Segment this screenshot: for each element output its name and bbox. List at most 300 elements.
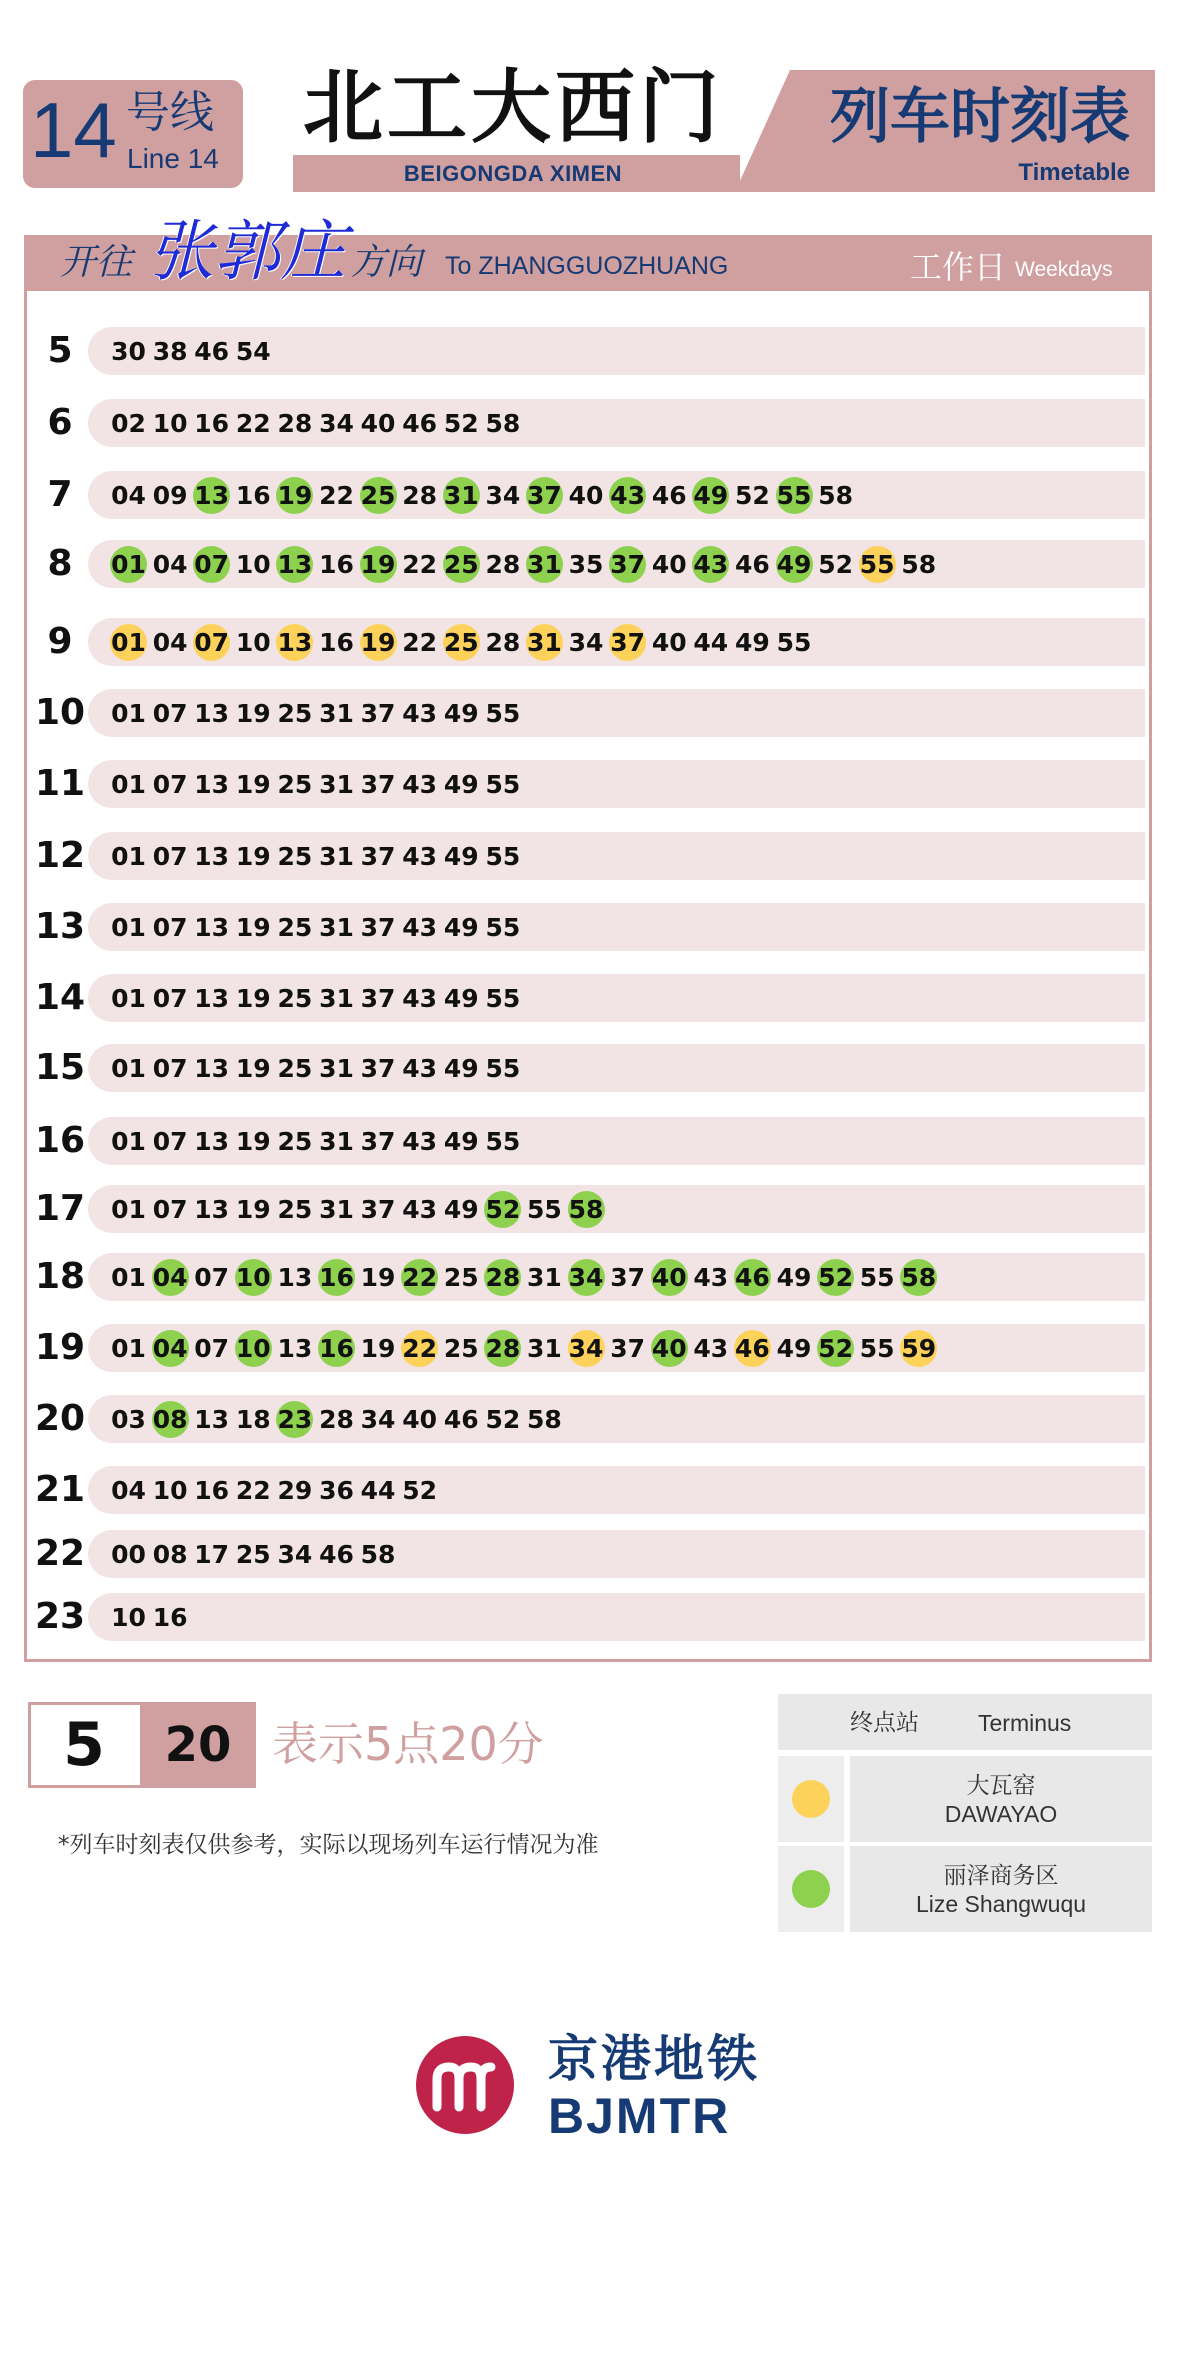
legend-dot-lize — [792, 1870, 830, 1908]
departure-minute: 01 — [111, 698, 146, 728]
departure-minute: 22 — [402, 549, 438, 579]
departure-minute: 03 — [111, 1404, 146, 1434]
departure-minute-dawayao: 59 — [900, 1330, 937, 1367]
station-name-en: BEIGONGDA XIMEN — [403, 161, 623, 186]
departure-minute-lize: 19 — [276, 477, 313, 514]
hour-row — [30, 398, 1145, 448]
departure-minute-lize: 23 — [276, 1401, 313, 1438]
departure-minute: 01 — [111, 769, 146, 799]
hour-label: 7 — [47, 474, 73, 515]
departure-minute: 58 — [485, 408, 521, 438]
departure-minute-lize: 28 — [484, 1259, 521, 1296]
departure-minute: 19 — [235, 1126, 271, 1156]
departure-minute: 19 — [235, 1194, 271, 1224]
departure-minute: 10 — [152, 408, 188, 438]
departure-minute-lize: 16 — [318, 1330, 355, 1367]
departure-minute: 34 — [485, 480, 521, 510]
departure-minute: 01 — [111, 912, 146, 942]
station-name-cn: 北工大西门 — [303, 61, 723, 154]
departure-minute: 38 — [152, 336, 188, 366]
departure-minute: 36 — [319, 1475, 354, 1505]
departure-minute: 34 — [319, 408, 354, 438]
departure-minute: 52 — [485, 1404, 521, 1434]
departure-minute: 55 — [485, 912, 521, 942]
departure-minute: 58 — [360, 1539, 396, 1569]
departure-minute: 04 — [111, 480, 146, 510]
departure-minute: 31 — [319, 1053, 354, 1083]
departure-minute: 25 — [277, 1194, 313, 1224]
departure-minute: 37 — [610, 1262, 646, 1292]
departure-minute: 04 — [152, 549, 188, 579]
departure-minute: 43 — [402, 1194, 438, 1224]
departure-minute: 31 — [319, 1126, 354, 1156]
departure-minute: 04 — [111, 1475, 146, 1505]
departure-minute: 07 — [152, 769, 188, 799]
departure-minute: 31 — [319, 841, 354, 871]
departure-minute: 31 — [527, 1262, 562, 1292]
departure-minute: 52 — [818, 549, 853, 579]
departure-minute: 52 — [443, 408, 479, 438]
departure-minute: 25 — [277, 841, 313, 871]
departure-minute: 07 — [152, 1194, 188, 1224]
bjmtr-logo-icon — [415, 2035, 515, 2135]
departure-minute: 10 — [235, 549, 271, 579]
legend-terminus-en: DAWAYAO — [944, 1801, 1058, 1827]
departure-minute: 55 — [485, 841, 521, 871]
hour-label: 8 — [47, 543, 73, 584]
logo-text-cn: 京港地铁 — [548, 2030, 760, 2088]
departure-minute-lize: 43 — [692, 546, 729, 583]
legend-header — [778, 1694, 1152, 1750]
departure-minute: 46 — [735, 549, 770, 579]
departure-minute: 43 — [693, 1333, 729, 1363]
departure-minute-lize: 52 — [817, 1330, 854, 1367]
departure-minute-lize: 46 — [734, 1259, 771, 1296]
departure-minute-lize: 40 — [651, 1330, 688, 1367]
departure-minute-lize: 01 — [110, 546, 147, 583]
departure-minute: 30 — [111, 336, 146, 366]
timetable-title-en: Timetable — [1018, 159, 1130, 186]
minute-list — [110, 1592, 193, 1642]
legend-terminus-cn: 大瓦窑 — [966, 1773, 1036, 1799]
departure-minute: 58 — [818, 480, 853, 510]
hour-row — [30, 1323, 1145, 1373]
hour-label: 12 — [34, 835, 86, 876]
departure-minute: 43 — [402, 983, 438, 1013]
departure-minute: 55 — [485, 769, 521, 799]
departure-minute-dawayao: 25 — [443, 624, 480, 661]
departure-minute: 46 — [319, 1539, 354, 1569]
departure-minute: 35 — [568, 549, 604, 579]
minute-list — [110, 1323, 942, 1373]
day-type-cn: 工作日 — [910, 248, 1007, 286]
legend-header-en: Terminus — [978, 1710, 1072, 1736]
departure-minute: 31 — [319, 769, 354, 799]
departure-minute-lize: 49 — [776, 546, 813, 583]
departure-minute: 01 — [111, 1194, 146, 1224]
departure-minute: 31 — [319, 1194, 354, 1224]
departure-minute: 01 — [111, 1126, 146, 1156]
departure-minute: 19 — [235, 1053, 271, 1083]
disclaimer-note: *列车时刻表仅供参考，实际以现场列车运行情况为准 — [58, 1832, 599, 1858]
departure-minute: 37 — [360, 698, 396, 728]
departure-minute: 16 — [319, 627, 354, 657]
hour-row — [30, 1252, 1145, 1302]
departure-minute: 55 — [485, 983, 521, 1013]
departure-minute: 19 — [235, 912, 271, 942]
departure-minute: 49 — [776, 1333, 812, 1363]
departure-minute: 13 — [277, 1333, 313, 1363]
departure-minute-lize: 31 — [443, 477, 480, 514]
departure-minute: 09 — [152, 480, 188, 510]
logo-text-en: BJMTR — [548, 2088, 731, 2144]
departure-minute: 17 — [194, 1539, 230, 1569]
departure-minute: 22 — [319, 480, 354, 510]
departure-minute: 49 — [443, 1194, 479, 1224]
departure-minute: 07 — [152, 983, 188, 1013]
hour-label: 23 — [34, 1596, 86, 1637]
line-number: 14 — [30, 86, 117, 174]
departure-minute-lize: 16 — [318, 1259, 355, 1296]
departure-minute-lize: 58 — [900, 1259, 937, 1296]
minute-list — [110, 470, 859, 520]
hour-row — [30, 539, 1145, 589]
departure-minute-lize: 28 — [484, 1330, 521, 1367]
hour-row — [30, 1043, 1145, 1093]
departure-minute: 18 — [235, 1404, 271, 1434]
departure-minute-lize: 58 — [568, 1191, 605, 1228]
departure-minute-dawayao: 55 — [859, 546, 896, 583]
departure-minute: 55 — [485, 698, 521, 728]
departure-minute-lize: 34 — [568, 1259, 605, 1296]
departure-minute: 25 — [277, 698, 313, 728]
departure-minute: 55 — [859, 1333, 895, 1363]
departure-minute: 40 — [651, 549, 687, 579]
direction-destination-en: To ZHANGGUOZHUANG — [445, 252, 729, 280]
departure-minute: 49 — [443, 841, 479, 871]
minute-list — [110, 326, 276, 376]
example-minute: 20 — [164, 1717, 232, 1773]
departure-minute: 37 — [360, 769, 396, 799]
departure-minute: 16 — [152, 1602, 188, 1632]
departure-minute: 58 — [527, 1404, 562, 1434]
hour-label: 9 — [47, 621, 73, 662]
hour-label: 15 — [34, 1047, 86, 1088]
departure-minute: 55 — [859, 1262, 895, 1292]
departure-minute-dawayao: 34 — [568, 1330, 605, 1367]
hour-row — [30, 973, 1145, 1023]
departure-minute-lize: 37 — [609, 546, 646, 583]
departure-minute: 13 — [194, 841, 230, 871]
departure-minute-dawayao: 13 — [276, 624, 313, 661]
direction-prefix: 开往 — [60, 242, 133, 283]
departure-minute: 07 — [152, 1126, 188, 1156]
departure-minute: 19 — [235, 769, 271, 799]
hour-label: 21 — [34, 1469, 86, 1510]
departure-minute: 13 — [194, 1194, 230, 1224]
departure-minute-lize: 52 — [484, 1191, 521, 1228]
departure-minute: 07 — [152, 1053, 188, 1083]
hour-row — [30, 1465, 1145, 1515]
hour-row — [30, 1394, 1145, 1444]
example-hour: 5 — [63, 1710, 105, 1780]
departure-minute: 00 — [111, 1539, 146, 1569]
departure-minute: 58 — [901, 549, 937, 579]
departure-minute: 46 — [402, 408, 438, 438]
hour-row — [30, 759, 1145, 809]
departure-minute-lize: 49 — [692, 477, 729, 514]
departure-minute: 37 — [360, 1126, 396, 1156]
departure-minute: 49 — [443, 1053, 479, 1083]
departure-minute: 29 — [277, 1475, 313, 1505]
departure-minute-lize: 19 — [360, 546, 397, 583]
departure-minute: 34 — [360, 1404, 396, 1434]
departure-minute: 43 — [402, 769, 438, 799]
departure-minute: 43 — [402, 1126, 438, 1156]
departure-minute: 28 — [485, 549, 521, 579]
departure-minute: 43 — [402, 841, 438, 871]
hour-label: 13 — [34, 906, 86, 947]
minute-list — [110, 398, 526, 448]
departure-minute: 01 — [111, 1053, 146, 1083]
departure-minute: 25 — [443, 1333, 479, 1363]
departure-minute: 16 — [319, 549, 354, 579]
minute-list — [110, 1116, 526, 1166]
hour-row — [30, 1592, 1145, 1642]
departure-minute: 25 — [277, 983, 313, 1013]
departure-minute: 13 — [194, 1404, 230, 1434]
departure-minute-dawayao: 46 — [734, 1330, 771, 1367]
departure-minute: 34 — [277, 1539, 313, 1569]
departure-minute-dawayao: 19 — [360, 624, 397, 661]
departure-minute: 49 — [443, 1126, 479, 1156]
minute-list — [110, 973, 526, 1023]
departure-minute: 01 — [111, 1262, 146, 1292]
departure-minute: 55 — [776, 627, 812, 657]
direction-destination-cn: 张郭庄 — [148, 213, 346, 290]
departure-minute-lize: 22 — [401, 1259, 438, 1296]
departure-minute: 22 — [402, 627, 438, 657]
departure-minute: 55 — [527, 1194, 562, 1224]
departure-minute-lize: 10 — [235, 1259, 272, 1296]
day-type-en: Weekdays — [1015, 258, 1113, 281]
departure-minute: 19 — [235, 698, 271, 728]
departure-minute: 19 — [360, 1333, 396, 1363]
departure-minute: 37 — [360, 912, 396, 942]
departure-minute: 28 — [319, 1404, 354, 1434]
departure-minute-lize: 43 — [609, 477, 646, 514]
departure-minute: 28 — [402, 480, 438, 510]
departure-minute: 16 — [194, 1475, 230, 1505]
departure-minute: 25 — [277, 1126, 313, 1156]
departure-minute-lize: 10 — [235, 1330, 272, 1367]
hour-row — [30, 326, 1145, 376]
hour-label: 16 — [34, 1120, 86, 1161]
departure-minute: 01 — [111, 983, 146, 1013]
departure-minute: 19 — [235, 841, 271, 871]
departure-minute-lize: 04 — [152, 1330, 189, 1367]
hour-label: 17 — [34, 1188, 86, 1229]
timetable-title-cn: 列车时刻表 — [830, 82, 1130, 152]
minute-list — [110, 1184, 609, 1234]
hour-label: 20 — [34, 1398, 86, 1439]
minute-list — [110, 831, 526, 881]
departure-minute: 31 — [527, 1333, 562, 1363]
departure-minute: 49 — [443, 769, 479, 799]
departure-minute-dawayao: 22 — [401, 1330, 438, 1367]
minute-list — [110, 688, 526, 738]
legend-terminus-cn: 丽泽商务区 — [943, 1863, 1059, 1889]
departure-minute: 07 — [194, 1262, 230, 1292]
hour-row — [30, 1184, 1145, 1234]
departure-minute: 43 — [693, 1262, 729, 1292]
departure-minute-lize: 25 — [443, 546, 480, 583]
minute-list — [110, 617, 817, 667]
departure-minute: 04 — [152, 627, 188, 657]
departure-minute: 07 — [194, 1333, 230, 1363]
departure-minute: 40 — [568, 480, 604, 510]
departure-minute: 44 — [693, 627, 729, 657]
departure-minute: 02 — [111, 408, 146, 438]
minute-list — [110, 759, 526, 809]
departure-minute: 19 — [235, 983, 271, 1013]
departure-minute: 22 — [235, 408, 271, 438]
departure-minute-lize: 13 — [193, 477, 230, 514]
departure-minute: 10 — [152, 1475, 188, 1505]
departure-minute-lize: 52 — [817, 1259, 854, 1296]
departure-minute: 25 — [277, 769, 313, 799]
hour-row — [30, 470, 1145, 520]
departure-minute: 25 — [235, 1539, 271, 1569]
departure-minute: 01 — [111, 1333, 146, 1363]
hour-label: 11 — [34, 763, 86, 804]
departure-minute: 31 — [319, 698, 354, 728]
departure-minute: 49 — [443, 912, 479, 942]
departure-minute: 25 — [277, 912, 313, 942]
row-background — [88, 1593, 1145, 1641]
departure-minute-lize: 08 — [152, 1401, 189, 1438]
hour-label: 19 — [34, 1327, 86, 1368]
hour-row — [30, 1529, 1145, 1579]
departure-minute: 07 — [152, 841, 188, 871]
departure-minute: 37 — [360, 841, 396, 871]
departure-minute: 16 — [235, 480, 271, 510]
departure-minute: 40 — [402, 1404, 438, 1434]
departure-minute: 07 — [152, 698, 188, 728]
departure-minute: 28 — [485, 627, 521, 657]
departure-minute: 49 — [443, 983, 479, 1013]
hour-label: 18 — [34, 1256, 86, 1297]
hour-label: 6 — [47, 402, 73, 443]
departure-minute: 34 — [568, 627, 604, 657]
departure-minute: 25 — [443, 1262, 479, 1292]
departure-minute: 37 — [360, 1194, 396, 1224]
departure-minute: 13 — [194, 698, 230, 728]
departure-minute: 52 — [402, 1475, 438, 1505]
hour-label: 22 — [34, 1533, 86, 1574]
minute-list — [110, 539, 942, 589]
departure-minute: 40 — [360, 408, 396, 438]
hour-label: 14 — [34, 977, 86, 1018]
legend-terminus-en: Lize Shangwuqu — [915, 1891, 1087, 1917]
departure-minute: 49 — [443, 698, 479, 728]
departure-minute: 13 — [194, 1126, 230, 1156]
departure-minute-dawayao: 07 — [193, 624, 230, 661]
departure-minute: 43 — [402, 1053, 438, 1083]
departure-minute: 13 — [277, 1262, 313, 1292]
departure-minute: 44 — [360, 1475, 396, 1505]
departure-minute-lize: 55 — [776, 477, 813, 514]
departure-minute: 13 — [194, 769, 230, 799]
hour-row — [30, 617, 1145, 667]
minute-list — [110, 1465, 443, 1515]
minute-list — [110, 1529, 401, 1579]
departure-minute: 13 — [194, 1053, 230, 1083]
hour-label: 5 — [47, 330, 73, 371]
departure-minute: 37 — [360, 983, 396, 1013]
departure-minute: 01 — [111, 841, 146, 871]
departure-minute-dawayao: 01 — [110, 624, 147, 661]
minute-list — [110, 1043, 526, 1093]
departure-minute-lize: 31 — [526, 546, 563, 583]
departure-minute: 10 — [235, 627, 271, 657]
line-suffix: 号线 — [126, 87, 214, 138]
departure-minute: 22 — [235, 1475, 271, 1505]
departure-minute: 31 — [319, 983, 354, 1013]
minute-list — [110, 902, 526, 952]
direction-suffix: 方向 — [350, 242, 423, 283]
departure-minute: 25 — [277, 1053, 313, 1083]
departure-minute-lize: 04 — [152, 1259, 189, 1296]
departure-minute: 49 — [776, 1262, 812, 1292]
departure-minute: 55 — [485, 1053, 521, 1083]
hour-label: 10 — [34, 692, 86, 733]
departure-minute: 10 — [111, 1602, 146, 1632]
departure-minute: 46 — [194, 336, 230, 366]
hour-row — [30, 688, 1145, 738]
departure-minute: 28 — [277, 408, 313, 438]
departure-minute-lize: 13 — [276, 546, 313, 583]
departure-minute-dawayao: 37 — [609, 624, 646, 661]
hour-row — [30, 1116, 1145, 1166]
hour-row — [30, 902, 1145, 952]
departure-minute-lize: 07 — [193, 546, 230, 583]
departure-minute-lize: 40 — [651, 1259, 688, 1296]
departure-minute: 37 — [610, 1333, 646, 1363]
departure-minute: 52 — [735, 480, 770, 510]
departure-minute: 31 — [319, 912, 354, 942]
departure-minute: 13 — [194, 912, 230, 942]
departure-minute: 19 — [360, 1262, 396, 1292]
departure-minute: 49 — [735, 627, 770, 657]
departure-minute-lize: 25 — [360, 477, 397, 514]
departure-minute: 16 — [194, 408, 230, 438]
departure-minute: 46 — [651, 480, 687, 510]
departure-minute: 08 — [152, 1539, 188, 1569]
departure-minute: 07 — [152, 912, 188, 942]
departure-minute-lize: 37 — [526, 477, 563, 514]
departure-minute: 43 — [402, 698, 438, 728]
departure-minute: 43 — [402, 912, 438, 942]
departure-minute: 46 — [443, 1404, 479, 1434]
departure-minute: 54 — [235, 336, 271, 366]
minute-list — [110, 1252, 942, 1302]
departure-minute: 37 — [360, 1053, 396, 1083]
example-text: 表示5点20分 — [272, 1717, 544, 1771]
legend-header-cn: 终点站 — [850, 1710, 919, 1736]
departure-minute: 40 — [651, 627, 687, 657]
hour-row — [30, 831, 1145, 881]
